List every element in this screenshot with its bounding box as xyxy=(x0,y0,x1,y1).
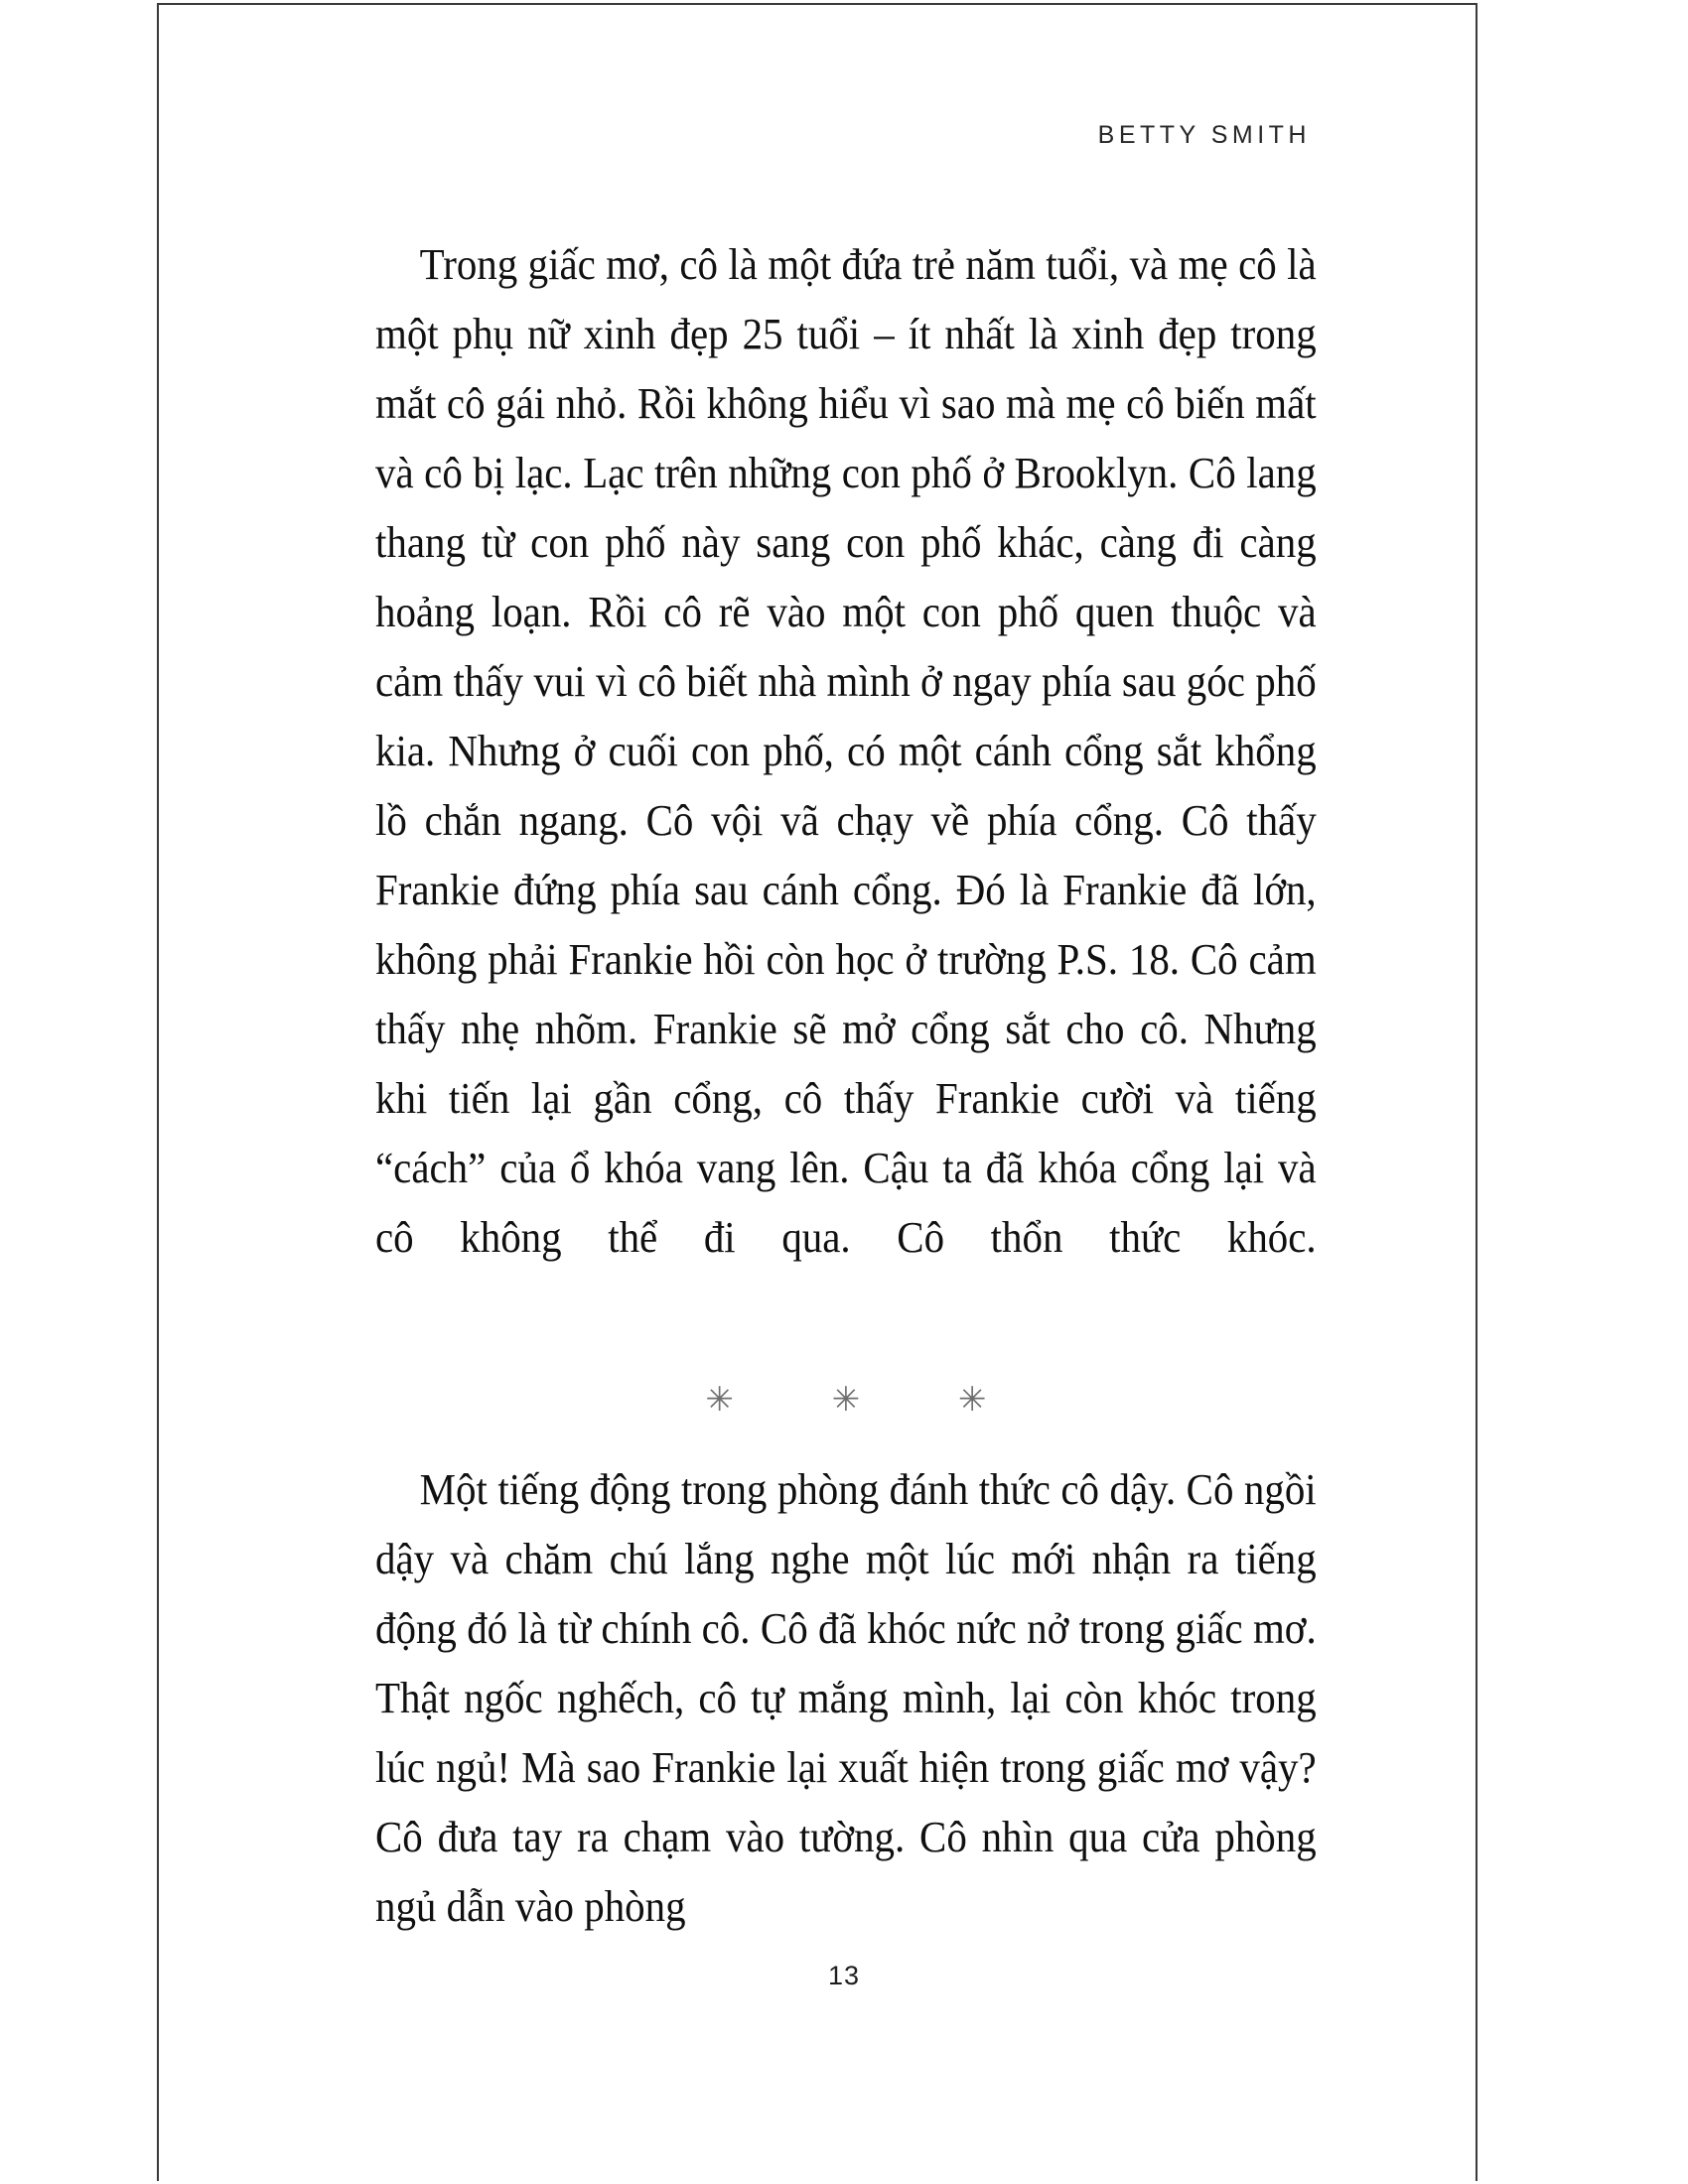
running-head-author: BETTY SMITH xyxy=(1097,121,1311,149)
body-text-column xyxy=(375,230,1317,1942)
paragraph-awakening: Một tiếng động trong phòng đánh thức cô dậy. Cô ngồi dậy và chăm chú lắng nghe một lúc mới nhận ra tiếng động đó là từ chính cô. Cô đã khóc nức nở trong giấc mơ. Thật ngốc nghếch, cô tự mắng mình, lại còn khóc trong lúc ngủ! Mà sao Frankie lại xuất hiện trong giấc mơ vậy? Cô đưa tay ra chạm vào tường. Cô nhìn qua cửa phòng ngủ dẫn vào phòng xyxy=(375,1465,1317,1931)
page-number: 13 xyxy=(827,1961,861,1990)
scene-break-ornament: ✳ ✳ ✳ xyxy=(705,1380,1031,1420)
paragraph-dream: Trong giấc mơ, cô là một đứa trẻ năm tuổi, và mẹ cô là một phụ nữ xinh đẹp 25 tuổi – ít nhất là xinh đẹp trong mắt cô gái nhỏ. Rồi không hiểu vì sao mà mẹ cô biến mất và cô bị lạc. Lạc trên những con phố ở Brooklyn. Cô lang thang từ con phố này sang con phố khác, càng đi càng hoảng loạn. Rồi cô rẽ vào một con phố quen thuộc và cảm thấy vui vì cô biết nhà mình ở ngay phía sau góc phố kia. Nhưng ở cuối con phố, có một cánh cổng sắt khổng lồ chắn ngang. Cô vội vã chạy về phía cổng. Cô thấy Frankie đứng phía sau cánh cổng. Đó là Frankie đã lớn, không phải Frankie hồi còn học ở trường P.S. 18. Cô cảm thấy nhẹ nhõm. Frankie sẽ mở cổng sắt cho cô. Nhưng khi tiến lại gần cổng, cô thấy Frankie cười và tiếng “cách” của ổ khóa vang lên. Cậu ta đã khóa cổng lại và cô không thể đi qua. Cô thổn thức khóc. xyxy=(375,240,1317,1262)
